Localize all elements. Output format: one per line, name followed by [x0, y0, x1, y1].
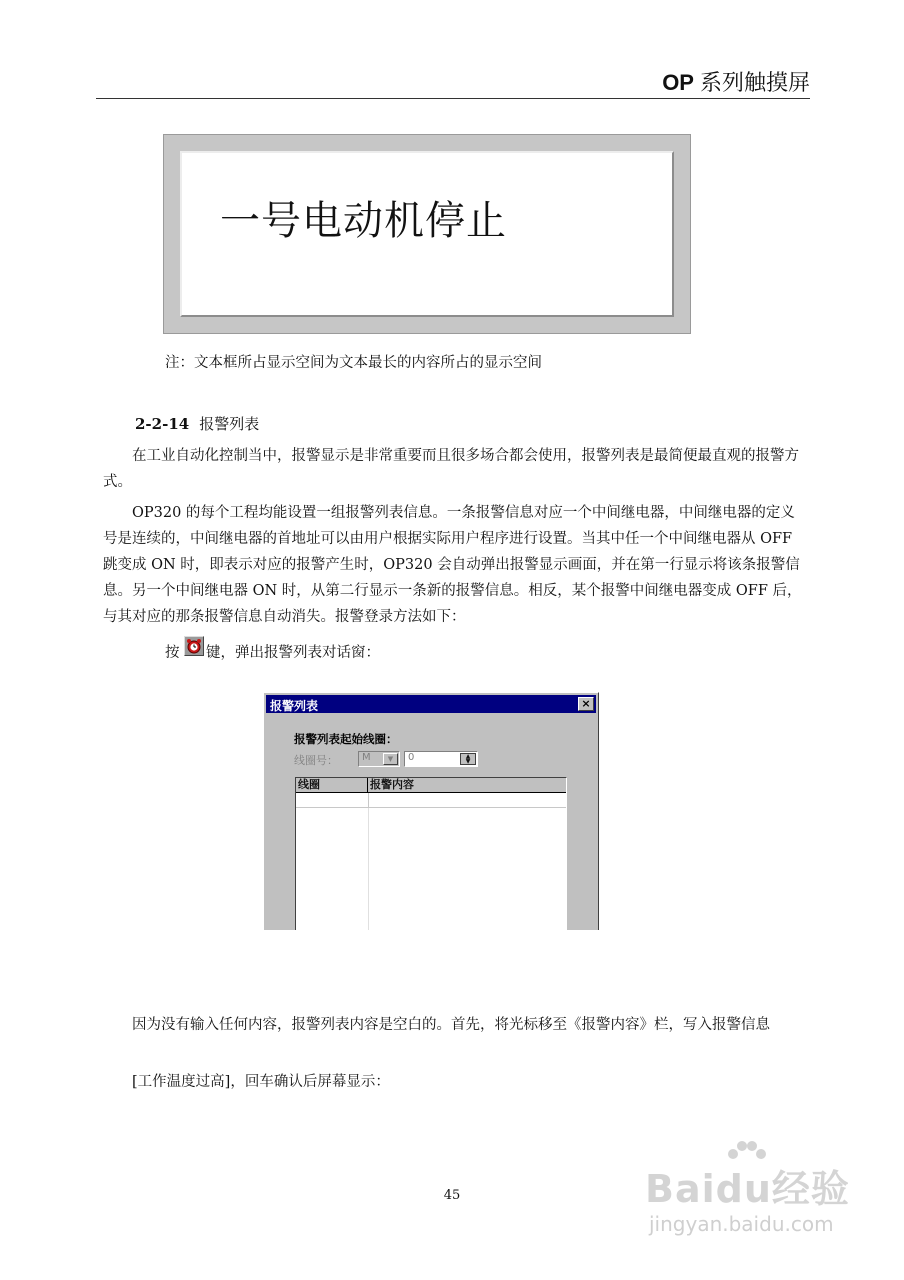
dialog-title: 报警列表 — [270, 699, 319, 713]
table-row[interactable] — [296, 793, 566, 808]
header-brand: OP — [662, 70, 694, 95]
header-divider — [96, 98, 810, 99]
section-heading — [135, 413, 259, 434]
section-title: 报警列表 — [199, 415, 260, 433]
column-header-coil[interactable]: 线圈 — [296, 778, 368, 792]
watermark-url: jingyan.baidu.com — [649, 1212, 834, 1236]
paragraph-2: OP320 的每个工程均能设置一组报警列表信息。一条报警信息对应一个中间继电器，中间继电器的定义号是连续的，中间继电器的首地址可以由用户根据实际用户程序进行设置。当其中任一个中间继电器从 OFF 跳变成 ON 时，即表示对应的报警产生时，OP320 会自动弹出报警显示画面，并在第一行显示将该条报警信息。另一个中间继电器 ON 时，从第二行显示一条新的报警信息。相反，某个报警中间继电器变成 OFF 后，与其对应的那条报警信息自动消失。报警登录方法如下： — [103, 505, 802, 625]
baidu-watermark — [645, 1140, 865, 1250]
paragraph-1: 在工业自动化控制当中，报警显示是非常重要而且很多场合都会使用，报警列表是最简便最直观的报警方式。 — [103, 448, 799, 490]
coil-type-value: M — [362, 752, 371, 763]
coil-number-value: 0 — [408, 752, 415, 763]
alarm-list-table — [295, 777, 567, 930]
page-number: 45 — [443, 1188, 461, 1203]
coil-type-select[interactable] — [358, 751, 400, 767]
paragraph-3: 因为没有输入任何内容，报警列表内容是空白的。首先，将光标移至《报警内容》栏，写入报警信息 — [132, 1017, 770, 1033]
textbox-sample-text: 一号电动机停止 — [220, 198, 507, 244]
page-header-title — [662, 66, 810, 97]
note-text: 注：文本框所占显示空间为文本最长的内容所占的显示空间 — [165, 355, 542, 371]
instruction-after: 键，弹出报警列表对话窗： — [206, 645, 380, 661]
header-title-text: 系列触摸屏 — [699, 71, 810, 96]
paragraph-4: [工作温度过高]，回车确认后屏幕显示： — [132, 1074, 390, 1090]
column-divider — [368, 808, 369, 930]
textbox-sample-frame — [163, 134, 691, 334]
alarm-clock-icon[interactable] — [184, 636, 204, 656]
textbox-sample-inner — [180, 151, 674, 317]
coil-number-input[interactable] — [404, 751, 478, 767]
section-number: 2-2-14 — [135, 415, 190, 433]
chevron-down-icon[interactable]: ▼ — [383, 753, 398, 765]
close-button[interactable]: × — [578, 697, 594, 711]
instruction-before: 按 — [165, 645, 180, 661]
start-coil-heading: 报警列表起始线圈： — [294, 732, 398, 746]
watermark-brand: Baidu经验 — [645, 1167, 850, 1211]
alarm-list-dialog — [263, 692, 599, 930]
spinner-arrows-icon[interactable]: ▲ ▼ — [460, 753, 476, 765]
coil-number-label: 线圈号： — [294, 754, 338, 767]
table-header — [296, 778, 566, 793]
column-header-alarm-content[interactable]: 报警内容 — [370, 778, 414, 791]
dialog-titlebar[interactable] — [266, 695, 596, 713]
cell-divider — [368, 793, 369, 807]
